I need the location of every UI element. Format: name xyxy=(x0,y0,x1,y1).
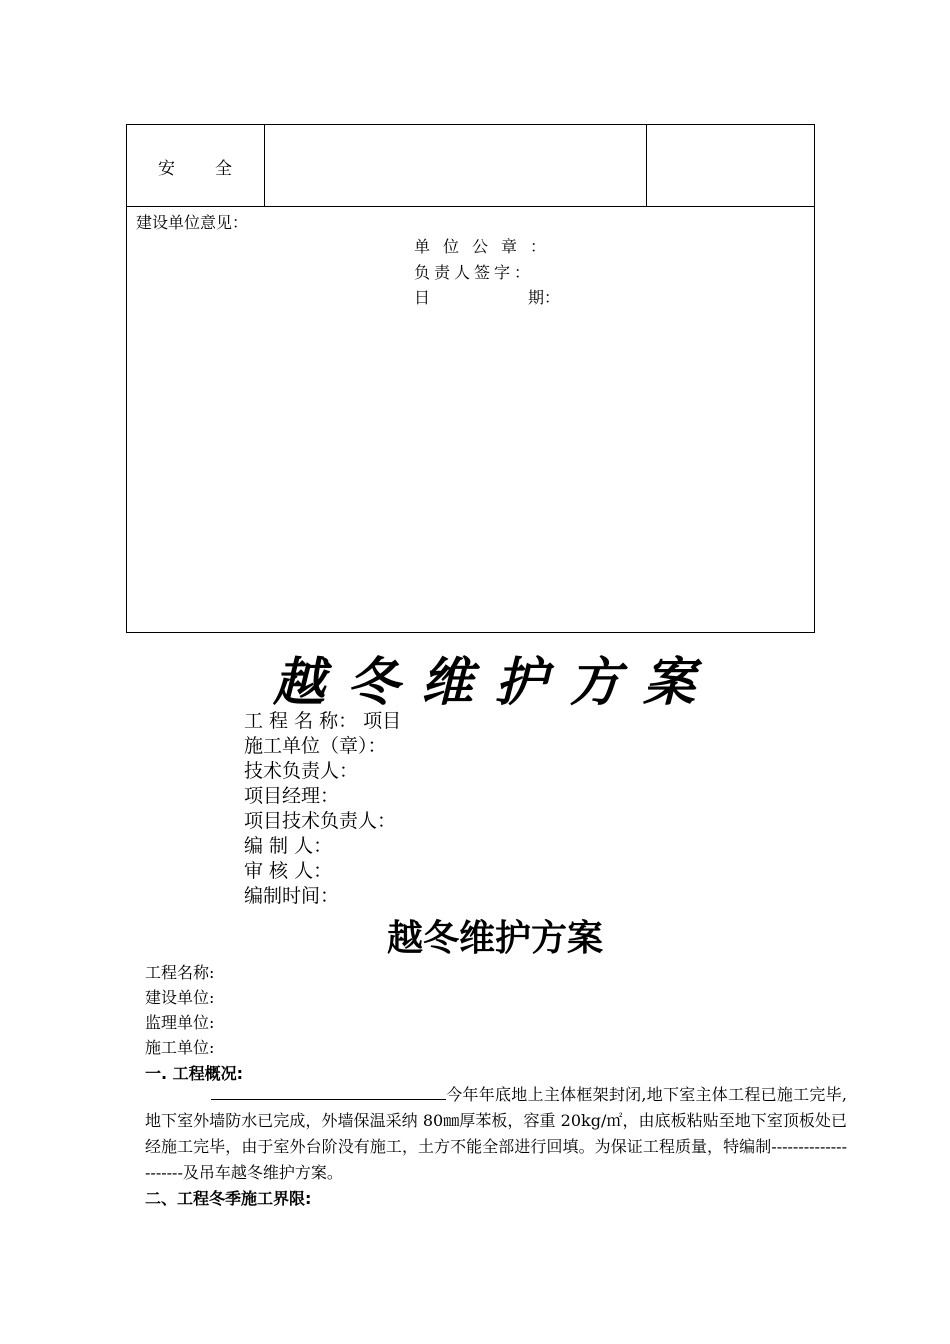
cover-line-tech-lead: 技术负责人： xyxy=(244,760,359,782)
safety-label: 安全 xyxy=(158,159,272,179)
cover-line-construction-unit: 施工单位（章）： xyxy=(244,735,387,757)
section-heading-overview: 一. 工程概况: xyxy=(145,1064,244,1083)
cover-line-project-tech-lead: 项目技术负责人： xyxy=(244,810,397,832)
info-line-owner: 建设单位: xyxy=(145,988,215,1007)
project-info xyxy=(145,960,214,1060)
cover-line-project-manager: 项目经理： xyxy=(244,785,340,807)
info-line-project-name: 工程名称: xyxy=(145,963,215,982)
section-heading-winter-limits: 二、工程冬季施工界限: xyxy=(145,1189,312,1208)
table-divider xyxy=(646,124,647,207)
cover-line-author: 编 制 人： xyxy=(244,835,333,857)
cover-line-date: 编制时间： xyxy=(244,885,340,907)
cover-line-project-name: 工 程 名 称： 项目 xyxy=(244,710,402,732)
info-line-contractor: 施工单位: xyxy=(145,1038,215,1057)
cover-info xyxy=(244,709,401,909)
cover-line-reviewer: 审 核 人： xyxy=(244,860,333,882)
cover-title: 越冬维护方案 xyxy=(272,652,717,713)
signer-label: 负责人签字： xyxy=(414,263,535,282)
date-label-char: 日 xyxy=(414,288,431,307)
document-title: 越冬维护方案 xyxy=(386,917,603,959)
fill-in-blank xyxy=(211,1083,446,1100)
info-line-supervisor: 监理单位: xyxy=(145,1013,215,1032)
overview-text: 今年年底地上主体框架封闭,地下室主体工程已施工完毕,地下室外墙防水已完成，外墙保温采纳 80㎜厚苯板，容重 20kg/㎡，由底板粘贴至地下室顶板处已经施工完毕，由于室外台阶没有施工，土方不能全部进行回填。为保证工程质量，特编制---------------------及吊车越冬维护方案。 xyxy=(145,1085,847,1182)
date-label-char: 期： xyxy=(528,288,561,307)
overview-paragraph xyxy=(145,1082,847,1186)
seal-label: 单位公章： xyxy=(414,237,560,256)
owner-opinion-label: 建设单位意见： xyxy=(136,213,249,232)
